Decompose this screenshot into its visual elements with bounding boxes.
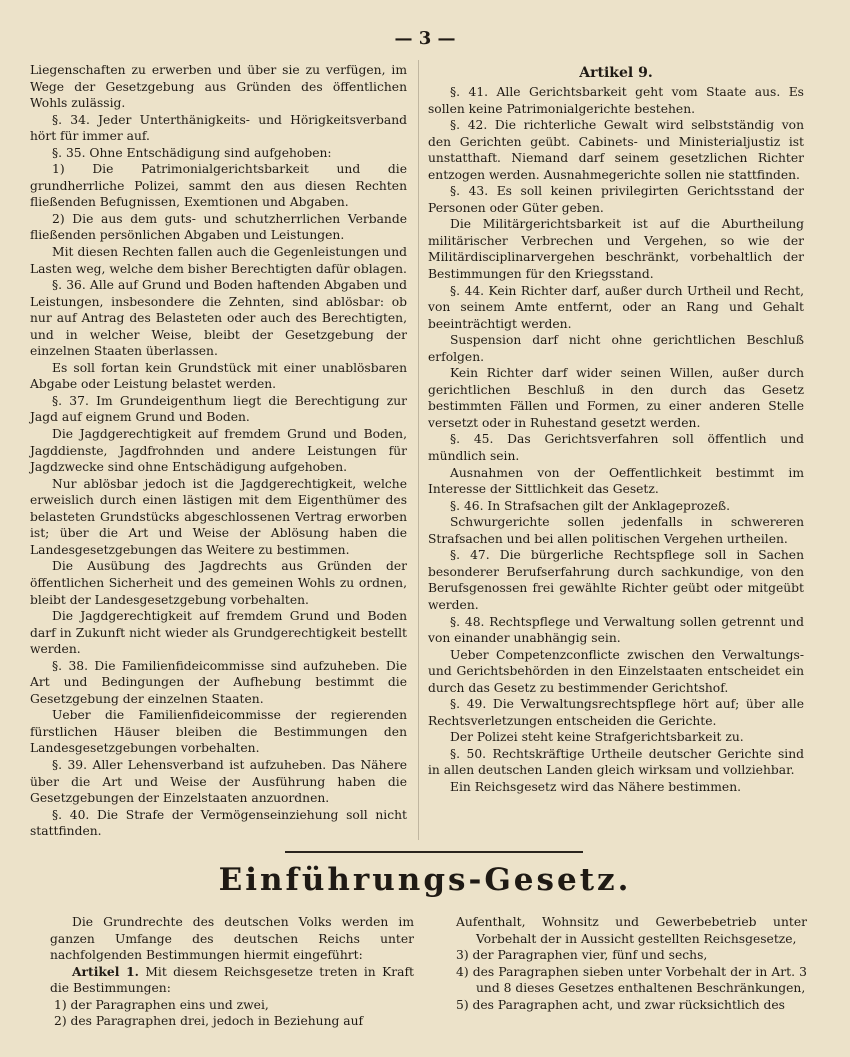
paragraph: Die Jagdgerechtigkeit auf fremdem Grund und Boden darf in Zukunft nicht wieder als Grundgerechtigkeit bestellt werden. <box>30 609 407 657</box>
list-item: 3) der Paragraphen vier, fünf und sechs, <box>456 948 708 963</box>
paragraph: Ueber die Familienfideicommisse der regierenden fürstlichen Häuser bleiben die Bestimmungen den Landesgesetzgebungen vorbehalten. <box>30 708 407 756</box>
list-item: 5) des Paragraphen acht, und zwar rücksichtlich des <box>456 997 785 1012</box>
list-item: 4) des Paragraphen sieben unter Vorbehalt der in Art. 3 und 8 dieses Gesetzes enthaltenen Beschränkungen, <box>456 964 807 996</box>
paragraph: Die Jagdgerechtigkeit auf fremdem Grund und Boden, Jagddienste, Jagdfrohnden und andere Leistungen für Jagdzwecke sind ohne Entschädigung aufgehoben. <box>30 427 407 475</box>
paragraph: §. 42. Die richterliche Gewalt wird selbstständig von den Gerichten geübt. Cabinets- und Ministerialjustiz ist unstatthaft. Niemand darf seinem gesetzlichen Richter entzogen werden. Ausnahmegerichte sollen nie stattfinden. <box>428 118 804 182</box>
paragraph: §. 36. Alle auf Grund und Boden haftenden Abgaben und Leistungen, insbesondere die Zehnten, sind ablösbar: ob nur auf Antrag des Belasteten oder auch des Berechtigten, und in welcher Weise, bleibt der Gesetzgebung der einzelnen Staaten überlassen. <box>30 278 407 359</box>
paragraph: §. 38. Die Familienfideicommisse sind aufzuheben. Die Art und Bedingungen der Aufhebung bestimmt die Gesetzgebung der einzelnen Staaten. <box>30 658 407 706</box>
paragraph: Mit diesen Rechten fallen auch die Gegenleistungen und Lasten weg, welche dem bisher Berechtigten dafür oblagen. <box>30 245 407 276</box>
paragraph: §. 41. Alle Gerichtsbarkeit geht vom Staate aus. Es sollen keine Patrimonialgerichte bestehen. <box>428 85 804 116</box>
paragraph: Schwurgerichte sollen jedenfalls in schwereren Strafsachen und bei allen politischen Vergehen urtheilen. <box>428 515 804 546</box>
artikel-1-label: Artikel 1. <box>72 963 139 979</box>
artikel-1-text: Mit diesem Reichsgesetze treten in Kraft die Bestimmungen: <box>50 964 414 996</box>
paragraph: §. 49. Die Verwaltungsrechtspflege hört auf; über alle Rechtsverletzungen entscheiden die Gerichte. <box>428 697 804 728</box>
paragraph: Ein Reichsgesetz wird das Nähere bestimmen. <box>450 779 742 794</box>
paragraph: §. 43. Es soll keinen privilegirten Gerichtsstand der Personen oder Güter geben. <box>428 184 804 215</box>
paragraph: §. 35. Ohne Entschädigung sind aufgehoben: <box>52 145 332 160</box>
paragraph: Die Ausübung des Jagdrechts aus Gründen der öffentlichen Sicherheit und des gemeinen Wohls zu ordnen, bleibt der Landesgesetzgebung vorbehalten. <box>30 559 407 607</box>
list-item: 2) des Paragraphen drei, jedoch in Beziehung auf <box>54 1014 364 1029</box>
artikel-1-paragraph <box>50 964 414 997</box>
paragraph: Die Militärgerichtsbarkeit ist auf die Aburtheilung militärischer Verbrechen und Vergehen, so wie der Militärdisciplinarvergehen beschränkt, vorbehaltlich der Bestimmungen für den Kriegsstand. <box>428 217 804 282</box>
paragraph: §. 48. Rechtspflege und Verwaltung sollen getrennt und von einander unabhängig sein. <box>428 614 804 646</box>
paragraph: §. 45. Das Gerichtsverfahren soll öffentlich und mündlich sein. <box>428 432 804 464</box>
paragraph: §. 39. Aller Lehensverband ist aufzuheben. Das Nähere über die Art und Weise der Ausführung haben die Gesetzgebungen der Einzelstaaten anzuordnen. <box>30 757 407 806</box>
paragraph: Ausnahmen von der Oeffentlichkeit bestimmt im Interesse der Sittlichkeit das Gesetz. <box>428 465 804 497</box>
paragraph: Suspension darf nicht ohne gerichtlichen Beschluß erfolgen. <box>428 333 804 364</box>
artikel-9-heading: Artikel 9. <box>579 65 653 81</box>
left-column-top <box>30 62 407 840</box>
paragraph: §. 47. Die bürgerliche Rechtspflege soll in Sachen besonderer Berufserfahrung durch sachkundige, von den Berufsgenossen frei gewählte Richter geübt oder mitgeübt werden. <box>428 548 804 612</box>
paragraph: 2) Die aus dem guts- und schutzherrlichen Verbande fließenden persönlichen Abgaben und Leistungen. <box>30 211 407 243</box>
paragraph: Der Polizei steht keine Strafgerichtsbarkeit zu. <box>450 730 744 745</box>
paragraph: Es soll fortan kein Grundstück mit einer unablösbaren Abgabe oder Leistung belastet werden. <box>30 360 407 392</box>
paragraph: Ueber Competenzconflicte zwischen den Verwaltungs- und Gerichtsbehörden in den Einzelstaaten entscheidet ein durch das Gesetz zu bestimmender Gerichtshof. <box>428 647 804 695</box>
paragraph: §. 46. In Strafsachen gilt der Anklageprozeß. <box>450 498 731 513</box>
paragraph: §. 40. Die Strafe der Vermögenseinziehung soll nicht stattfinden. <box>30 807 407 839</box>
paragraph: Liegenschaften zu erwerben und über sie zu verfügen, im Wege der Gesetzgebung aus Gründen des öffentlichen Wohls zulässig. <box>30 63 407 111</box>
page-number: — 3 — <box>394 28 456 49</box>
list-item: 1) der Paragraphen eins und zwei, <box>54 997 269 1012</box>
paragraph: 1) Die Patrimonialgerichtsbarkeit und die grundherrliche Polizei, sammt den aus diesen Rechten fließenden Befugnissen, Exemtionen und Abgaben. <box>30 162 407 210</box>
section-rule <box>285 851 583 853</box>
intro-paragraph: Die Grundrechte des deutschen Volks werden im ganzen Umfange des deutschen Reichs unter nachfolgenden Bestimmungen hiermit eingeführt: <box>50 915 414 963</box>
right-column-bottom <box>452 914 807 1013</box>
paragraph: §. 50. Rechtskräftige Urtheile deutscher Gerichte sind in allen deutschen Landen gleich wirksam und vollziehbar. <box>428 746 804 778</box>
list-item-continuation: Aufenthalt, Wohnsitz und Gewerbebetrieb unter Vorbehalt der in Aussicht gestellten Reichsgesetze, <box>456 915 807 946</box>
paragraph: §. 44. Kein Richter darf, außer durch Urtheil und Recht, von seinem Amte entfernt, oder an Rang und Gehalt beeinträchtigt werden. <box>428 283 804 331</box>
artikel-9-body <box>428 84 804 796</box>
left-column-bottom <box>50 914 414 1030</box>
paragraph: §. 37. Im Grundeigenthum liegt die Berechtigung zur Jagd auf eignem Grund und Boden. <box>30 393 407 425</box>
paragraph: Nur ablösbar jedoch ist die Jagdgerechtigkeit, welche erweislich durch einen lästigen mit dem Eigenthümer des belasteten Grundstücks abgeschlossenen Vertrag erworben ist; über die Art und Weise der Ablösung haben die Landesgesetzgebungen das Weitere zu bestimmen. <box>30 476 407 557</box>
section-title: Einführungs-Gesetz. <box>218 862 632 898</box>
column-divider <box>418 60 419 840</box>
paragraph: Kein Richter darf wider seinen Willen, außer durch gerichtlichen Beschluß in den durch das Gesetz bestimmten Fällen und Formen, zu einer anderen Stelle versetzt oder in Ruhestand gesetzt werden. <box>428 366 804 430</box>
right-column-top <box>428 62 804 796</box>
paragraph: §. 34. Jeder Unterthänigkeits- und Hörigkeitsverband hört für immer auf. <box>30 112 407 144</box>
